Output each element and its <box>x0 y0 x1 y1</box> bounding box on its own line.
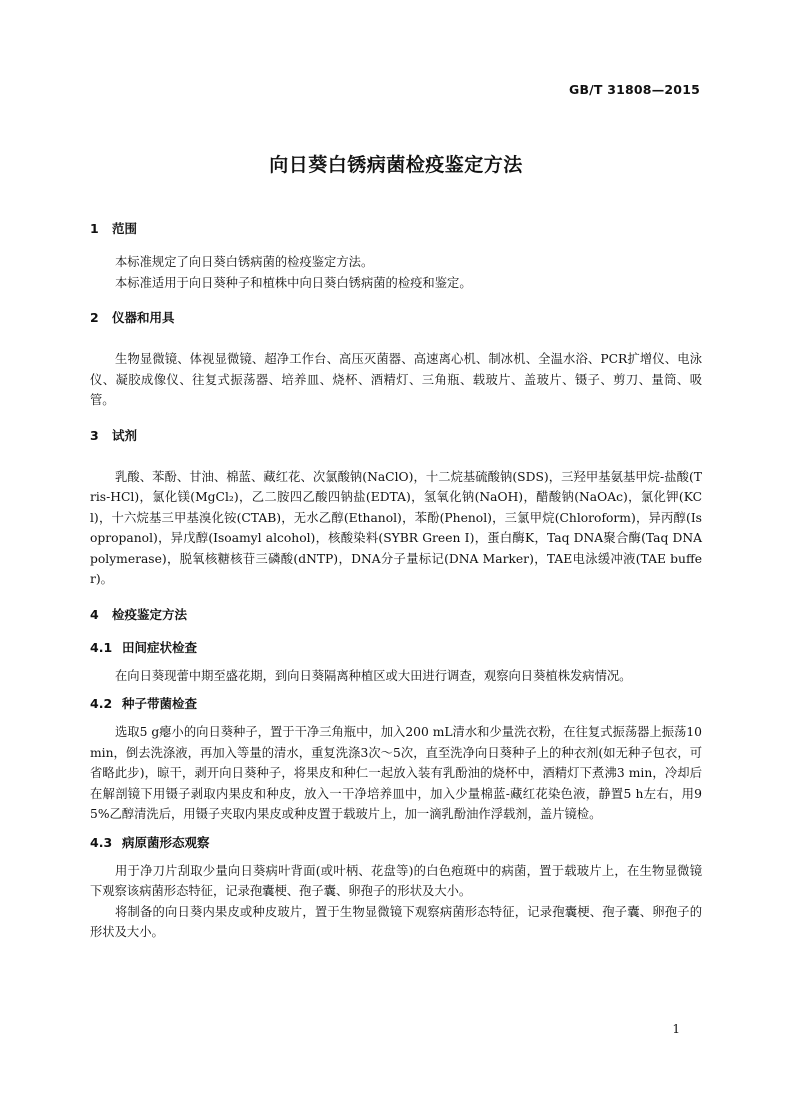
section-heading-scope <box>90 218 702 240</box>
section-title: 仪器和用具 <box>112 310 175 325</box>
section-title: 检疫鉴定方法 <box>112 606 188 622</box>
standard-number: GB/T 31808—2015 <box>568 82 700 97</box>
document-body <box>90 218 702 943</box>
subsection-title: 种子带菌检查 <box>122 696 198 711</box>
subsection-number: 4.2 <box>90 696 113 711</box>
section-number: 4 <box>90 606 99 622</box>
paragraph: 选取5 g瘪小的向日葵种子，置于干净三角瓶中，加入200 mL清水和少量洗衣粉，在往复式振荡器上振荡10 min，倒去洗涤液，再加入等量的清水，重复洗涤3次～5次，直至洗净向日葵种子上的种衣剂(如无种子包衣，可省略此步)，晾干，剥开向日葵种子，将果皮和种仁一起放入装有乳酚油的烧杯中，酒精灯下煮沸3 min，冷却后在解剖镜下用镊子剥取内果皮和种皮，放入一干净培养皿中，加入少量棉蓝-藏红花染色液，静置5 h左右，用95%乙醇清洗后，用镊子夹取内果皮或种皮置于载玻片上，加一滴乳酚油作浮载剂，盖片镜检。 <box>90 725 702 821</box>
paragraph: 用于净刀片刮取少量向日葵病叶背面(或叶柄、花盘等)的白色疱斑中的病菌，置于载玻片上，在生物显微镜下观察该病菌形态特征，记录孢囊梗、孢子囊、卵孢子的形状及大小。 <box>90 863 702 898</box>
section-heading-reagents <box>90 425 702 447</box>
page-number: 1 <box>672 1022 680 1036</box>
section-title: 试剂 <box>112 427 138 443</box>
paragraph: 在向日葵现蕾中期至盛花期，到向日葵隔离种植区或大田进行调查，观察向日葵植株发病情况。 <box>115 668 632 683</box>
paragraph: 将制备的向日葵内果皮或种皮玻片，置于生物显微镜下观察病菌形态特征，记录孢囊梗、孢子囊、卵孢子的形状及大小。 <box>90 904 702 939</box>
section-number: 1 <box>90 221 99 236</box>
subsection-title: 田间症状检查 <box>122 639 198 655</box>
paragraph: 生物显微镜、体视显微镜、超净工作台、高压灭菌器、高速离心机、制冰机、全温水浴、PCR扩增仪、电泳仪、凝胶成像仪、往复式振荡器、培养皿、烧杯、酒精灯、三角瓶、载玻片、盖玻片、镊子、剪刀、量筒、吸管。 <box>90 352 702 407</box>
subsection-number: 4.3 <box>90 834 113 850</box>
section-title: 范围 <box>112 221 138 236</box>
subsection-heading-morphology <box>90 833 702 853</box>
paragraph: 乳酸、苯酚、甘油、棉蓝、藏红花、次氯酸钠(NaClO)，十二烷基硫酸钠(SDS)，三羟甲基氨基甲烷-盐酸(Tris-HCl)，氯化镁(MgCl₂)，乙二胺四乙酸四钠盐(EDTA)，氢氧化钠(NaOH)，醋酸钠(NaOAc)，氯化钾(KCl)，十六烷基三甲基溴化铵(CTAB)，无水乙醇(Ethanol)，苯酚(Phenol)，三氯甲烷(Chloroform)，异丙醇(Isopropanol)，异戊醇(Isoamyl alcohol)，核酸染料(SYBR Green Ⅰ)，蛋白酶K，Taq DNA聚合酶(Taq DNA polymerase)，脱氧核糖核苷三磷酸(dNTP)，DNA分子量标记(DNA Marker)，TAE电泳缓冲液(TAE buffer)。 <box>90 469 702 586</box>
subsection-number: 4.1 <box>90 639 113 655</box>
section-heading-methods <box>90 604 702 626</box>
subsection-heading-seed-inspection <box>90 694 702 714</box>
subsection-title: 病原菌形态观察 <box>122 834 210 850</box>
section-heading-instruments <box>90 307 702 329</box>
section-number: 2 <box>90 310 99 325</box>
document-title: 向日葵白锈病菌检疫鉴定方法 <box>269 154 523 176</box>
paragraph: 本标准规定了向日葵白锈病菌的检疫鉴定方法。 <box>115 255 374 269</box>
paragraph: 本标准适用于向日葵种子和植株中向日葵白锈病菌的检疫和鉴定。 <box>115 275 472 290</box>
subsection-heading-field-inspection <box>90 638 702 658</box>
section-number: 3 <box>90 427 99 443</box>
